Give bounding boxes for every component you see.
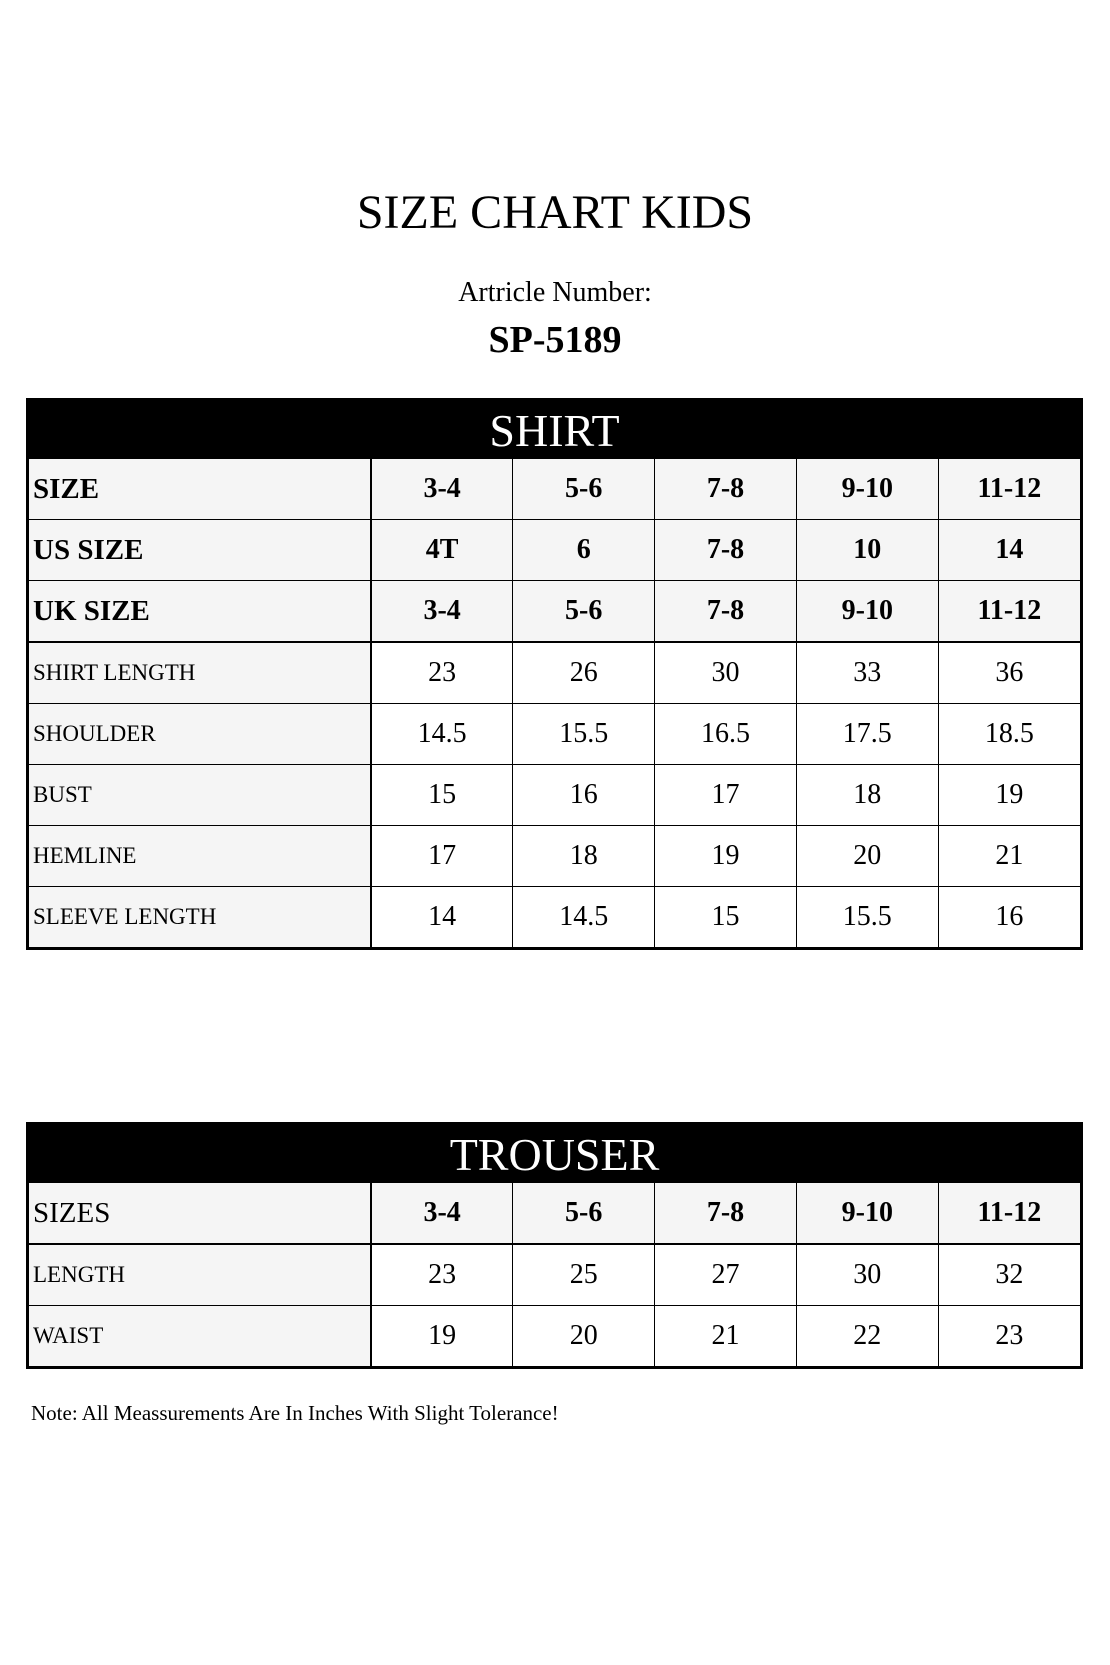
table-cell: 16	[513, 765, 655, 826]
table-cell: 4T	[371, 520, 513, 581]
table-cell: 27	[655, 1244, 797, 1306]
table-cell: 19	[938, 765, 1080, 826]
shirt-size-table	[26, 398, 1083, 950]
table-cell: 11-12	[938, 1183, 1080, 1244]
size-header-row	[29, 520, 1080, 581]
table-cell: 32	[938, 1244, 1080, 1306]
table-row	[29, 642, 1080, 704]
table-cell: 17	[371, 826, 513, 887]
table-cell: 5-6	[513, 1183, 655, 1244]
table-cell: 5-6	[513, 581, 655, 643]
row-label: SIZES	[29, 1183, 371, 1244]
row-label: LENGTH	[29, 1244, 371, 1306]
table-cell: 25	[513, 1244, 655, 1306]
table-row	[29, 1306, 1080, 1367]
table-cell: 18.5	[938, 704, 1080, 765]
table-cell: 3-4	[371, 459, 513, 520]
table-cell: 16	[938, 887, 1080, 948]
table-cell: 26	[513, 642, 655, 704]
trouser-table	[29, 1183, 1080, 1366]
row-label: BUST	[29, 765, 371, 826]
table-cell: 21	[655, 1306, 797, 1367]
article-number: SP-5189	[488, 319, 622, 361]
table-cell: 16.5	[655, 704, 797, 765]
table-cell: 20	[513, 1306, 655, 1367]
table-cell: 14.5	[513, 887, 655, 948]
table-cell: 23	[371, 642, 513, 704]
row-label: UK SIZE	[29, 581, 371, 643]
table-cell: 15.5	[513, 704, 655, 765]
table-cell: 10	[796, 520, 938, 581]
table-cell: 19	[371, 1306, 513, 1367]
table-cell: 17	[655, 765, 797, 826]
table-cell: 11-12	[938, 581, 1080, 643]
table-cell: 19	[655, 826, 797, 887]
table-cell: 22	[796, 1306, 938, 1367]
table-cell: 23	[938, 1306, 1080, 1367]
row-label: SLEEVE LENGTH	[29, 887, 371, 948]
row-label: HEMLINE	[29, 826, 371, 887]
table-cell: 18	[796, 765, 938, 826]
article-number-label: Artricle Number:	[458, 277, 652, 308]
row-label: WAIST	[29, 1306, 371, 1367]
table-cell: 33	[796, 642, 938, 704]
trouser-size-table	[26, 1122, 1083, 1369]
shirt-heading: SHIRT	[29, 401, 1080, 459]
table-row	[29, 765, 1080, 826]
row-label: SHOULDER	[29, 704, 371, 765]
shirt-table	[29, 459, 1080, 947]
table-cell: 14	[938, 520, 1080, 581]
size-header-row	[29, 459, 1080, 520]
table-cell: 23	[371, 1244, 513, 1306]
table-cell: 15.5	[796, 887, 938, 948]
measurement-note: Note: All Meassurements Are In Inches With Slight Tolerance!	[31, 1401, 559, 1425]
table-cell: 30	[655, 642, 797, 704]
table-cell: 14	[371, 887, 513, 948]
table-cell: 17.5	[796, 704, 938, 765]
table-cell: 5-6	[513, 459, 655, 520]
table-row	[29, 1244, 1080, 1306]
table-cell: 7-8	[655, 459, 797, 520]
table-cell: 9-10	[796, 1183, 938, 1244]
table-row	[29, 826, 1080, 887]
table-cell: 18	[513, 826, 655, 887]
table-cell: 6	[513, 520, 655, 581]
page-title: SIZE CHART KIDS	[356, 186, 754, 239]
table-row	[29, 704, 1080, 765]
table-cell: 7-8	[655, 520, 797, 581]
table-cell: 11-12	[938, 459, 1080, 520]
table-row	[29, 887, 1080, 948]
table-cell: 3-4	[371, 581, 513, 643]
table-cell: 15	[655, 887, 797, 948]
table-cell: 30	[796, 1244, 938, 1306]
table-cell: 7-8	[655, 1183, 797, 1244]
table-cell: 9-10	[796, 459, 938, 520]
table-cell: 21	[938, 826, 1080, 887]
table-cell: 20	[796, 826, 938, 887]
row-label: US SIZE	[29, 520, 371, 581]
row-label: SHIRT LENGTH	[29, 642, 371, 704]
table-cell: 15	[371, 765, 513, 826]
size-header-row	[29, 1183, 1080, 1244]
table-cell: 7-8	[655, 581, 797, 643]
row-label: SIZE	[29, 459, 371, 520]
trouser-heading: TROUSER	[29, 1125, 1080, 1183]
size-header-row	[29, 581, 1080, 643]
table-cell: 36	[938, 642, 1080, 704]
table-cell: 14.5	[371, 704, 513, 765]
table-cell: 3-4	[371, 1183, 513, 1244]
table-cell: 9-10	[796, 581, 938, 643]
